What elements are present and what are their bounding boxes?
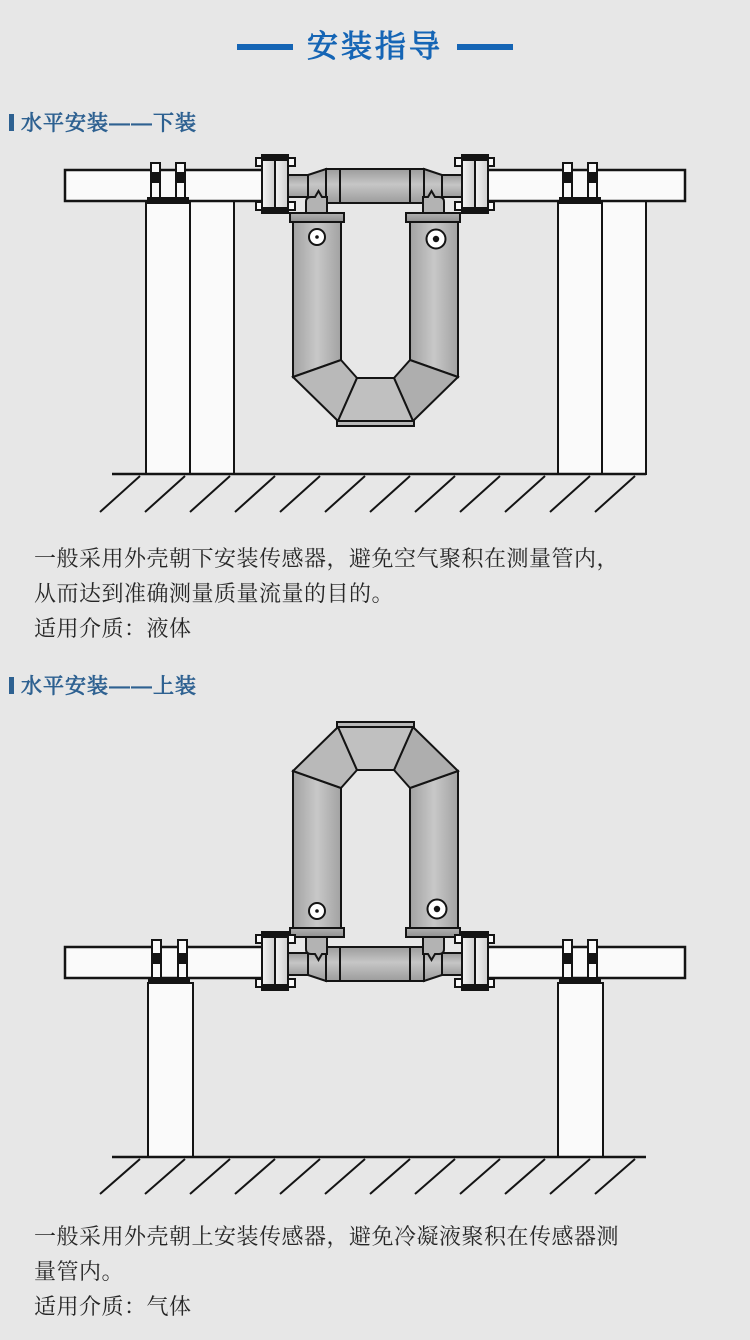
pipe-left-segment (65, 170, 268, 201)
ground-hatching (100, 476, 635, 512)
description-line: 适用介质：液体 (34, 616, 192, 641)
pipe-support-posts (146, 199, 646, 474)
sensor-bolt-left (309, 903, 325, 919)
pipe-left-segment (65, 947, 268, 978)
pipe-support-posts (148, 983, 603, 1157)
leg-cap-left (290, 213, 344, 222)
meter-neck-left (288, 175, 308, 197)
title-right-dash (457, 44, 513, 50)
leg-cap-right (406, 213, 460, 222)
support-post (148, 983, 193, 1157)
description-line: 一般采用外壳朝下安装传感器，避免空气聚积在测量管内， (34, 546, 620, 571)
description-line: 从而达到准确测量质量流量的目的。 (34, 581, 395, 606)
horizontal-top-mount-diagram (0, 700, 750, 1200)
heading-text: 水平安装——下装 (21, 112, 197, 135)
heading-accent-bar (9, 677, 14, 694)
description-bottom-mount (34, 541, 734, 646)
support-post (602, 199, 646, 474)
ground-hatching (100, 1159, 635, 1194)
leg-cap-right (406, 928, 460, 937)
meter-neck-left (288, 953, 308, 975)
support-post (558, 199, 602, 474)
page-title-row (0, 30, 750, 64)
support-post (146, 199, 190, 474)
sensor-bolt-left (309, 229, 325, 245)
description-line: 一般采用外壳朝上安装传感器，避免冷凝液聚积在传感器测 (34, 1224, 620, 1249)
meter-neck-right (442, 175, 462, 197)
sensor-bolt-right (428, 900, 447, 919)
pipe-right-segment (482, 170, 685, 201)
support-post (558, 983, 603, 1157)
sensor-bolt-right (427, 230, 446, 249)
leg-cap-left (290, 928, 344, 937)
description-line: 量管内。 (34, 1259, 125, 1284)
meter-neck-right (442, 953, 462, 975)
section-heading-bottom-mount (9, 107, 197, 137)
description-top-mount (34, 1219, 734, 1324)
description-line: 适用介质：气体 (34, 1294, 192, 1319)
horizontal-bottom-mount-diagram (0, 140, 750, 520)
heading-text: 水平安装——上装 (21, 675, 197, 698)
title-left-dash (237, 44, 293, 50)
sensor-bottom-edge (337, 421, 414, 426)
page-title: 安装指导 (307, 29, 443, 64)
sensor-top-edge (337, 722, 414, 727)
section-heading-top-mount (9, 670, 197, 700)
support-post (190, 199, 234, 474)
pipe-right-segment (482, 947, 685, 978)
heading-accent-bar (9, 114, 14, 131)
